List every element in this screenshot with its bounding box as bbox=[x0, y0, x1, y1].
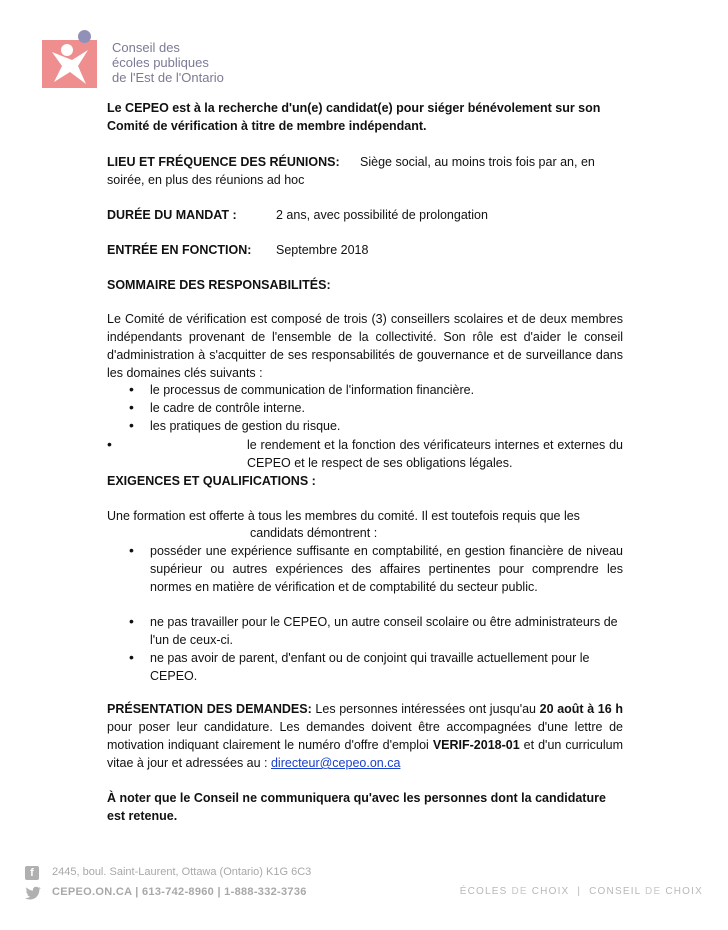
bullet-icon: • bbox=[107, 436, 112, 452]
list-item-text: posséder une expérience suffisante en comptabilité, en gestion financière de niveau supérieur ou autres expériences des affaires pertinentes pour comprendre les normes en matière de vérification et de comptabilité du secteur public. bbox=[150, 544, 623, 594]
note-paragraph: À noter que le Conseil ne communiquera qu'avec les personnes dont la candidature est retenue. bbox=[107, 791, 606, 823]
tagline-conseil: CONSEIL bbox=[589, 886, 642, 897]
list-item-text: le cadre de contrôle interne. bbox=[150, 401, 305, 415]
duree-value: 2 ans, avec possibilité de prolongation bbox=[276, 208, 488, 222]
lieu-label: LIEU ET FRÉQUENCE DES RÉUNIONS: bbox=[107, 155, 340, 169]
list-item-text: les pratiques de gestion du risque. bbox=[150, 419, 341, 433]
tagline-ecoles: ÉCOLES bbox=[459, 886, 508, 897]
duree-section bbox=[107, 206, 623, 224]
presentation-deadline: 20 août à 16 h bbox=[539, 702, 623, 716]
bullet-icon: • bbox=[129, 542, 134, 558]
logo-text bbox=[112, 40, 224, 85]
entree-label: ENTRÉE EN FONCTION: bbox=[107, 243, 252, 257]
facebook-icon[interactable]: f bbox=[25, 866, 39, 880]
bullet-icon: • bbox=[129, 613, 134, 629]
exigences-intro-line2: candidats démontrent : bbox=[250, 526, 378, 540]
lieu-section bbox=[107, 153, 623, 171]
intro-paragraph: Le CEPEO est à la recherche d'un(e) candidat(e) pour siéger bénévolement sur son Comité de vérification à titre de membre indépendant. bbox=[107, 101, 601, 133]
tagline-separator: | bbox=[569, 886, 590, 897]
job-offer-code: VERIF-2018-01 bbox=[432, 738, 520, 752]
tagline-de-2: DE bbox=[641, 886, 666, 897]
presentation-text-3: et d'un curriculum vitae à jour et adressées au : bbox=[107, 738, 624, 770]
presentation-text-2: pour poser leur candidature. Les demandes doivent être accompagnées d'une lettre de motivation indiquant clairement le numéro d'offre d'emploi bbox=[107, 720, 623, 752]
bullet-icon: • bbox=[129, 381, 134, 397]
duree-label: DURÉE DU MANDAT : bbox=[107, 208, 237, 222]
sommaire-paragraph: Le Comité de vérification est composé de trois (3) conseillers scolaires et de deux membres indépendants provenant de l'ensemble de la collectivité. Son rôle est d'aider le conseil d'administration à s'acquitter de ses responsabilités de gouvernance et de surveillance dans les domaines clés suivants : bbox=[107, 312, 623, 380]
footer-contact: CEPEO.ON.CA | 613-742-8960 | 1-888-332-3736 bbox=[52, 886, 307, 898]
list-item-text: le processus de communication de l'information financière. bbox=[150, 383, 475, 397]
presentation-text-1: Les personnes intéressées ont jusqu'au bbox=[311, 702, 540, 716]
logo-line-1: Conseil des bbox=[112, 40, 180, 55]
logo-figure-icon bbox=[42, 40, 97, 88]
footer-tagline bbox=[460, 886, 703, 897]
tagline-de-1: DE bbox=[507, 886, 532, 897]
list-item-text: le rendement et la fonction des vérificateurs internes et externes du CEPEO et le respect de ses obligations légales. bbox=[247, 438, 623, 470]
logo-line-2: écoles publiques bbox=[112, 55, 209, 70]
list-item-text: ne pas avoir de parent, d'enfant ou de conjoint qui travaille actuellement pour le CEPEO. bbox=[150, 651, 590, 683]
bullet-icon: • bbox=[129, 399, 134, 415]
sommaire-heading: SOMMAIRE DES RESPONSABILITÉS: bbox=[107, 278, 331, 292]
entree-value: Septembre 2018 bbox=[276, 243, 369, 257]
bullet-icon: • bbox=[129, 649, 134, 665]
presentation-label: PRÉSENTATION DES DEMANDES: bbox=[107, 702, 312, 716]
bullet-icon: • bbox=[129, 417, 134, 433]
tagline-choix-1: CHOIX bbox=[531, 886, 570, 897]
entree-section bbox=[107, 241, 623, 259]
tagline-choix-2: CHOIX bbox=[665, 886, 703, 897]
twitter-icon[interactable] bbox=[25, 886, 41, 900]
presentation-paragraph bbox=[107, 700, 623, 772]
exigences-intro-line1: Une formation est offerte à tous les membres du comité. Il est toutefois requis que les bbox=[107, 509, 580, 523]
email-link[interactable]: directeur@cepeo.on.ca bbox=[270, 756, 401, 770]
lieu-value-line1: Siège social, au moins trois fois par an, en bbox=[360, 155, 595, 169]
lieu-value-line2: soirée, en plus des réunions ad hoc bbox=[107, 173, 305, 187]
footer-address: 2445, boul. Saint-Laurent, Ottawa (Ontario) K1G 6C3 bbox=[52, 866, 312, 878]
logo-line-3: de l'Est de l'Ontario bbox=[112, 70, 224, 85]
exigences-heading: EXIGENCES ET QUALIFICATIONS : bbox=[107, 474, 316, 488]
list-item-text: ne pas travailler pour le CEPEO, un autre conseil scolaire ou être administrateurs de l'un de ceux-ci. bbox=[150, 615, 618, 647]
